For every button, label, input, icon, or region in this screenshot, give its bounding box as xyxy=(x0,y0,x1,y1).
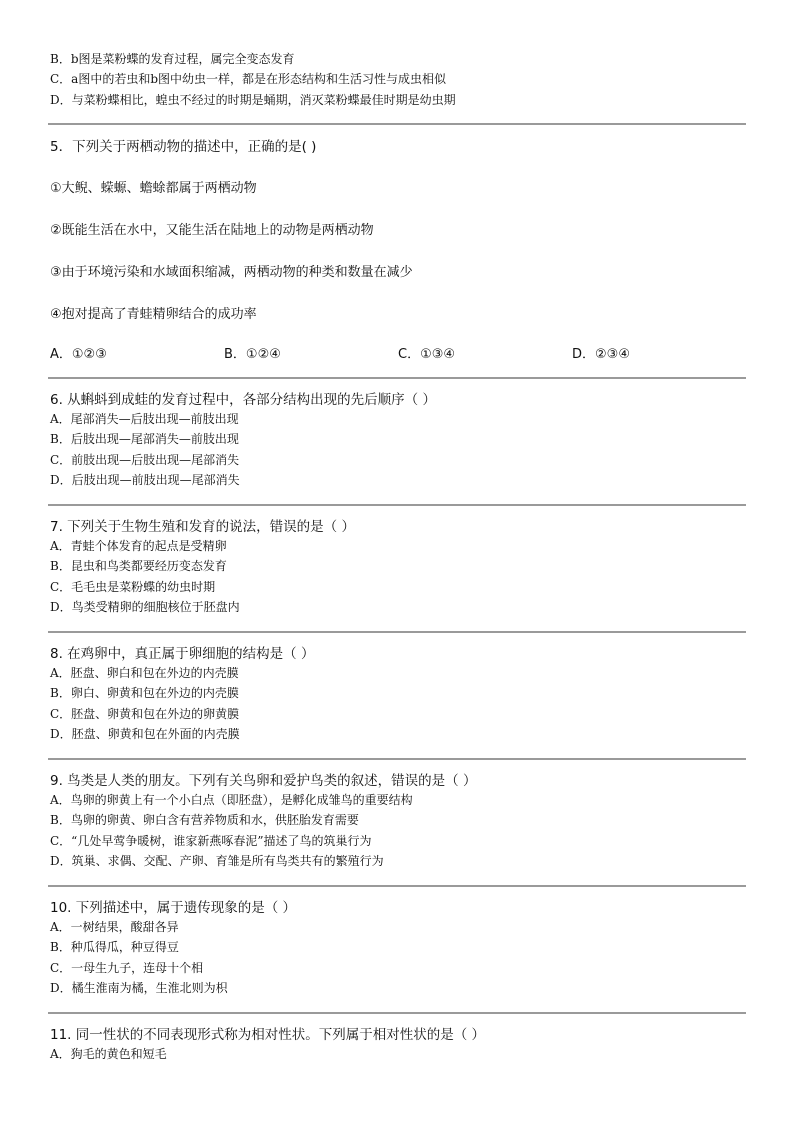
question-divider xyxy=(48,504,746,506)
q7-stem: 7. 下列关于生物生殖和发育的说法，错误的是（ ） xyxy=(50,519,355,535)
q11-option-a: A．狗毛的黄色和短毛 xyxy=(50,1047,167,1061)
q5-option-b: B．①②④ xyxy=(224,347,281,362)
q5-option-d: D．②③④ xyxy=(572,347,630,362)
q6-option-b: B．后肢出现—尾部消失—前肢出现 xyxy=(50,432,239,446)
q9-option-b: B．鸟卵的卵黄、卵白含有营养物质和水，供胚胎发育需要 xyxy=(50,813,359,827)
q8-stem: 8. 在鸡卵中，真正属于卵细胞的结构是（ ） xyxy=(50,646,315,662)
q8-option-d: D．胚盘、卵黄和包在外面的内壳膜 xyxy=(50,727,240,741)
q10-option-d: D．橘生淮南为橘，生淮北则为枳 xyxy=(50,981,228,995)
q9-stem: 9. 鸟类是人类的朋友。下列有关鸟卵和爱护鸟类的叙述，错误的是（ ） xyxy=(50,773,477,789)
q5-stem: 5．下列关于两栖动物的描述中，正确的是( ) xyxy=(50,139,317,155)
q6-option-c: C．前肢出现—后肢出现—尾部消失 xyxy=(50,453,240,467)
question-divider xyxy=(48,123,746,125)
q6-stem: 6. 从蝌蚪到成蛙的发育过程中，各部分结构出现的先后顺序（ ） xyxy=(50,392,436,408)
q5-option-c: C．①③④ xyxy=(398,347,456,362)
q9-option-d: D．筑巢、求偶、交配、产卵、育雏是所有鸟类共有的繁殖行为 xyxy=(50,854,384,868)
q8-option-a: A．胚盘、卵白和包在外边的内壳膜 xyxy=(50,666,239,680)
question-divider xyxy=(48,1012,746,1014)
q8-option-c: C．胚盘、卵黄和包在外边的卵黄膜 xyxy=(50,707,240,721)
q6-option-d: D．后肢出现—前肢出现—尾部消失 xyxy=(50,473,240,487)
q9-option-c: C．“几处早莺争暖树，谁家新燕啄春泥”描述了鸟的筑巢行为 xyxy=(50,834,372,848)
q7-option-a: A．青蛙个体发育的起点是受精卵 xyxy=(50,539,227,553)
q10-option-a: A．一树结果，酸甜各异 xyxy=(50,920,179,934)
q7-option-b: B．昆虫和鸟类都要经历变态发育 xyxy=(50,559,227,573)
q8-option-b: B．卵白、卵黄和包在外边的内壳膜 xyxy=(50,686,239,700)
q4-option-d: D．与菜粉蝶相比，蝗虫不经过的时期是蛹期，消灭菜粉蝶最佳时期是幼虫期 xyxy=(50,93,456,107)
q9-option-a: A．鸟卵的卵黄上有一个小白点（即胚盘），是孵化成雏鸟的重要结构 xyxy=(50,793,413,807)
q10-option-b: B．种瓜得瓜，种豆得豆 xyxy=(50,940,179,954)
q5-statement-4: ④抱对提高了青蛙精卵结合的成功率 xyxy=(50,307,257,322)
q5-option-a: A．①②③ xyxy=(50,347,107,362)
q4-option-c: C．a图中的若虫和b图中幼虫一样，都是在形态结构和生活习性与成虫相似 xyxy=(50,72,447,86)
question-divider xyxy=(48,758,746,760)
q6-option-a: A．尾部消失—后肢出现—前肢出现 xyxy=(50,412,239,426)
q10-stem: 10. 下列描述中，属于遗传现象的是（ ） xyxy=(50,900,297,916)
q5-statement-2: ②既能生活在水中，又能生活在陆地上的动物是两栖动物 xyxy=(50,223,374,238)
q5-statement-1: ①大鲵、蝾螈、蟾蜍都属于两栖动物 xyxy=(50,181,257,196)
q11-stem: 11. 同一性状的不同表现形式称为相对性状。下列属于相对性状的是（ ） xyxy=(50,1027,486,1043)
q4-option-b: B．b图是菜粉蝶的发育过程，属完全变态发育 xyxy=(50,52,295,66)
q10-option-c: C．一母生九子，连母十个相 xyxy=(50,961,204,975)
q7-option-c: C．毛毛虫是菜粉蝶的幼虫时期 xyxy=(50,580,216,594)
question-divider xyxy=(48,377,746,379)
q5-statement-3: ③由于环境污染和水域面积缩减，两栖动物的种类和数量在减少 xyxy=(50,265,413,280)
q7-option-d: D．鸟类受精卵的细胞核位于胚盘内 xyxy=(50,600,240,614)
question-divider xyxy=(48,885,746,887)
question-divider xyxy=(48,631,746,633)
